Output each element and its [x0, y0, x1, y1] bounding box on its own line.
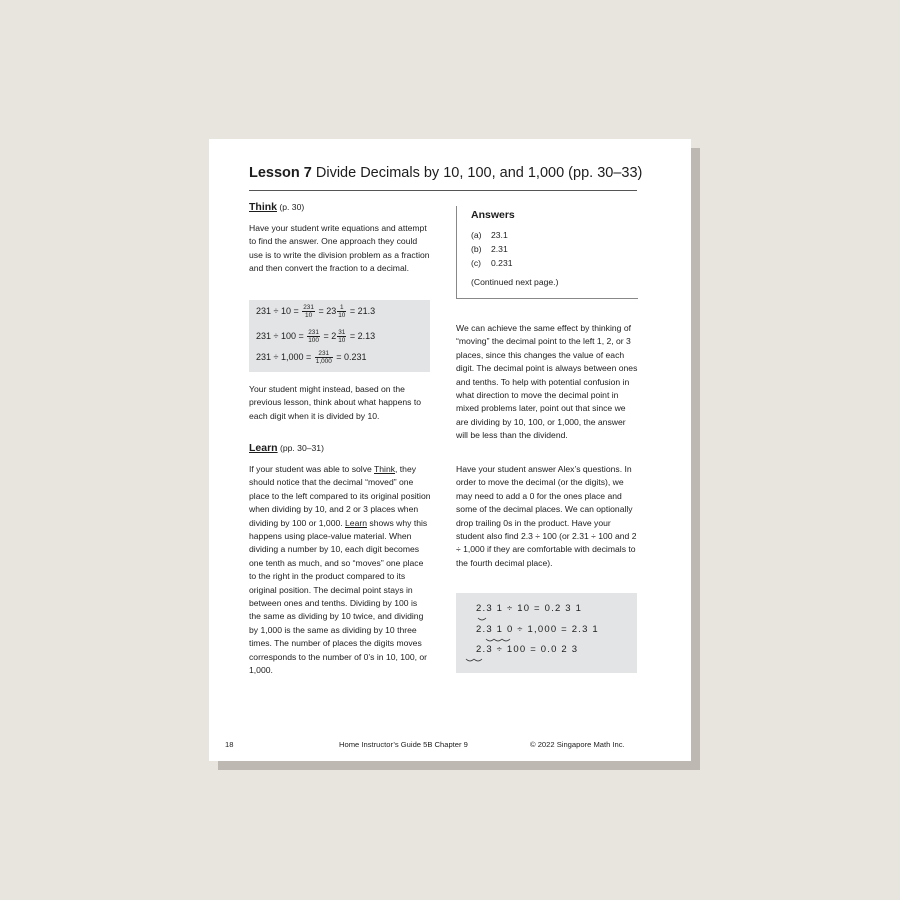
answer-value: 2.31: [491, 244, 508, 254]
learn-pages: (pp. 30–31): [279, 443, 324, 453]
shift-arc-icon: [478, 618, 486, 620]
shift-arc-icon: [466, 659, 482, 661]
fraction-numerator: 1: [337, 304, 346, 312]
digit-shift-line-3: 2.3 ÷ 100 = 0.0 2 3: [476, 644, 579, 655]
right-paragraph-1: We can achieve the same effect by thinking of “moving” the decimal point to the left 1, 2, or 3 places, since this changes the value of each digit. The decimal point is always between ones and tenths. To help with potential confusion in what direction to move the decimal point in mixed problems later, point out that since we are dividing by 10, 100, or 1,000, the answer will be less than the dividend.: [456, 323, 638, 441]
fraction-numerator: 231: [303, 304, 314, 312]
mixed-fraction: [337, 329, 346, 344]
lesson-title: Divide Decimals by 10, 100, and 1,000 (pp. 30–33): [315, 165, 643, 181]
fraction-numerator: 231: [315, 350, 333, 358]
digit-shift-box: [456, 593, 637, 673]
fraction-denominator: 100: [308, 337, 319, 345]
fraction-denominator: 10: [338, 312, 346, 320]
fraction-numerator: 31: [338, 329, 346, 337]
learn-heading: Learn: [249, 442, 278, 454]
page-number: 18: [225, 740, 234, 749]
learn-text: If your student was able to solve: [249, 464, 374, 474]
copyright: © 2022 Singapore Math Inc.: [530, 740, 625, 749]
answer-value: 0.231: [491, 258, 513, 268]
answers-heading: Answers: [471, 209, 515, 221]
learn-text: , they should notice that the decimal “moved” one place to the left compared to its original position when dividing by 10, and 2 or 3 places when dividing by 100 or 1,000.: [249, 464, 431, 528]
document-page: [209, 139, 691, 761]
fraction-result: = 0.231: [336, 352, 367, 362]
answer-value: 23.1: [491, 230, 508, 240]
fraction-denominator: 1,000: [315, 358, 332, 366]
answers-box: [456, 206, 638, 299]
think-heading: Think: [249, 201, 277, 213]
page-title: [249, 165, 643, 181]
learn-text: shows why this happens using place-value material. When dividing a number by 10, each digit becomes one tenth as much, and so “moves” one place to the right in the product compared to its original position. The decimal point stays in between ones and tenths. Dividing by 100 is the same as dividing by 10 twice, and dividing by 1,000 is the same as dividing by 10 three times. The number of places the digits moves corresponds to the number of 0’s in 10, 100, or 1,000.: [249, 517, 428, 676]
title-divider: [249, 190, 637, 191]
answer-label: (a): [471, 230, 482, 240]
decimal-shift-arrows: [456, 593, 637, 673]
fraction: [315, 350, 333, 365]
answer-item: [471, 230, 508, 240]
think-section: [249, 201, 431, 214]
answer-item: [471, 258, 513, 268]
fraction-lhs: 231 ÷ 10 =: [256, 306, 299, 316]
lesson-number: Lesson 7: [249, 165, 312, 181]
learn-reference: Learn: [345, 517, 368, 528]
fraction-line-2: [256, 329, 375, 343]
digit-shift-line-1: 2.3 1 ÷ 10 = 0.2 3 1: [476, 603, 583, 614]
fraction-line-1: [256, 304, 375, 318]
think-reference: Think: [374, 464, 396, 474]
learn-section: [249, 442, 431, 455]
fraction-denominator: 10: [305, 312, 313, 320]
fraction-line-3: [256, 350, 367, 364]
fraction: [302, 304, 315, 319]
answer-label: (b): [471, 244, 482, 254]
fraction: [307, 329, 320, 344]
think-paragraph-1: Have your student write equations and attempt to find the answer. One approach they could use is to write the division problem as a fraction and then convert the fraction to a decimal.: [249, 223, 430, 274]
right-paragraph-2: Have your student answer Alex’s questions. In order to move the decimal (or the digits), we may need to add a 0 for the ones place and some of the decimal places. We can optionally drop trailing 0s in the product. Have your student also find 2.3 ÷ 100 (or 2.31 ÷ 100 and 2 ÷ 1,000 if they are comfortable with decimals to the fourth decimal place).: [456, 464, 637, 568]
mixed-fraction: [337, 304, 346, 319]
fraction-example-box: [249, 300, 430, 372]
shift-arc-icon: [486, 639, 510, 641]
think-paragraph-2: Your student might instead, based on the previous lesson, think about what happens to each digit when it is divided by 10.: [249, 384, 421, 421]
fraction-result: = 21.3: [349, 306, 376, 316]
fraction-denominator: 10: [338, 337, 346, 345]
mixed-whole: = 2: [323, 331, 337, 341]
answer-item: [471, 244, 508, 254]
fraction-result: = 2.13: [349, 331, 376, 341]
fraction-lhs: 231 ÷ 1,000 =: [256, 352, 312, 362]
learn-paragraph: [249, 463, 431, 678]
mixed-whole: = 23: [318, 306, 337, 316]
book-title: Home Instructor’s Guide 5B Chapter 9: [339, 740, 468, 749]
continued-note: (Continued next page.): [471, 277, 559, 287]
fraction-lhs: 231 ÷ 100 =: [256, 331, 304, 341]
fraction-numerator: 231: [308, 329, 319, 337]
think-pages: (p. 30): [279, 202, 305, 212]
digit-shift-line-2: 2.3 1 0 ÷ 1,000 = 2.3 1: [476, 624, 599, 635]
answer-label: (c): [471, 258, 482, 268]
